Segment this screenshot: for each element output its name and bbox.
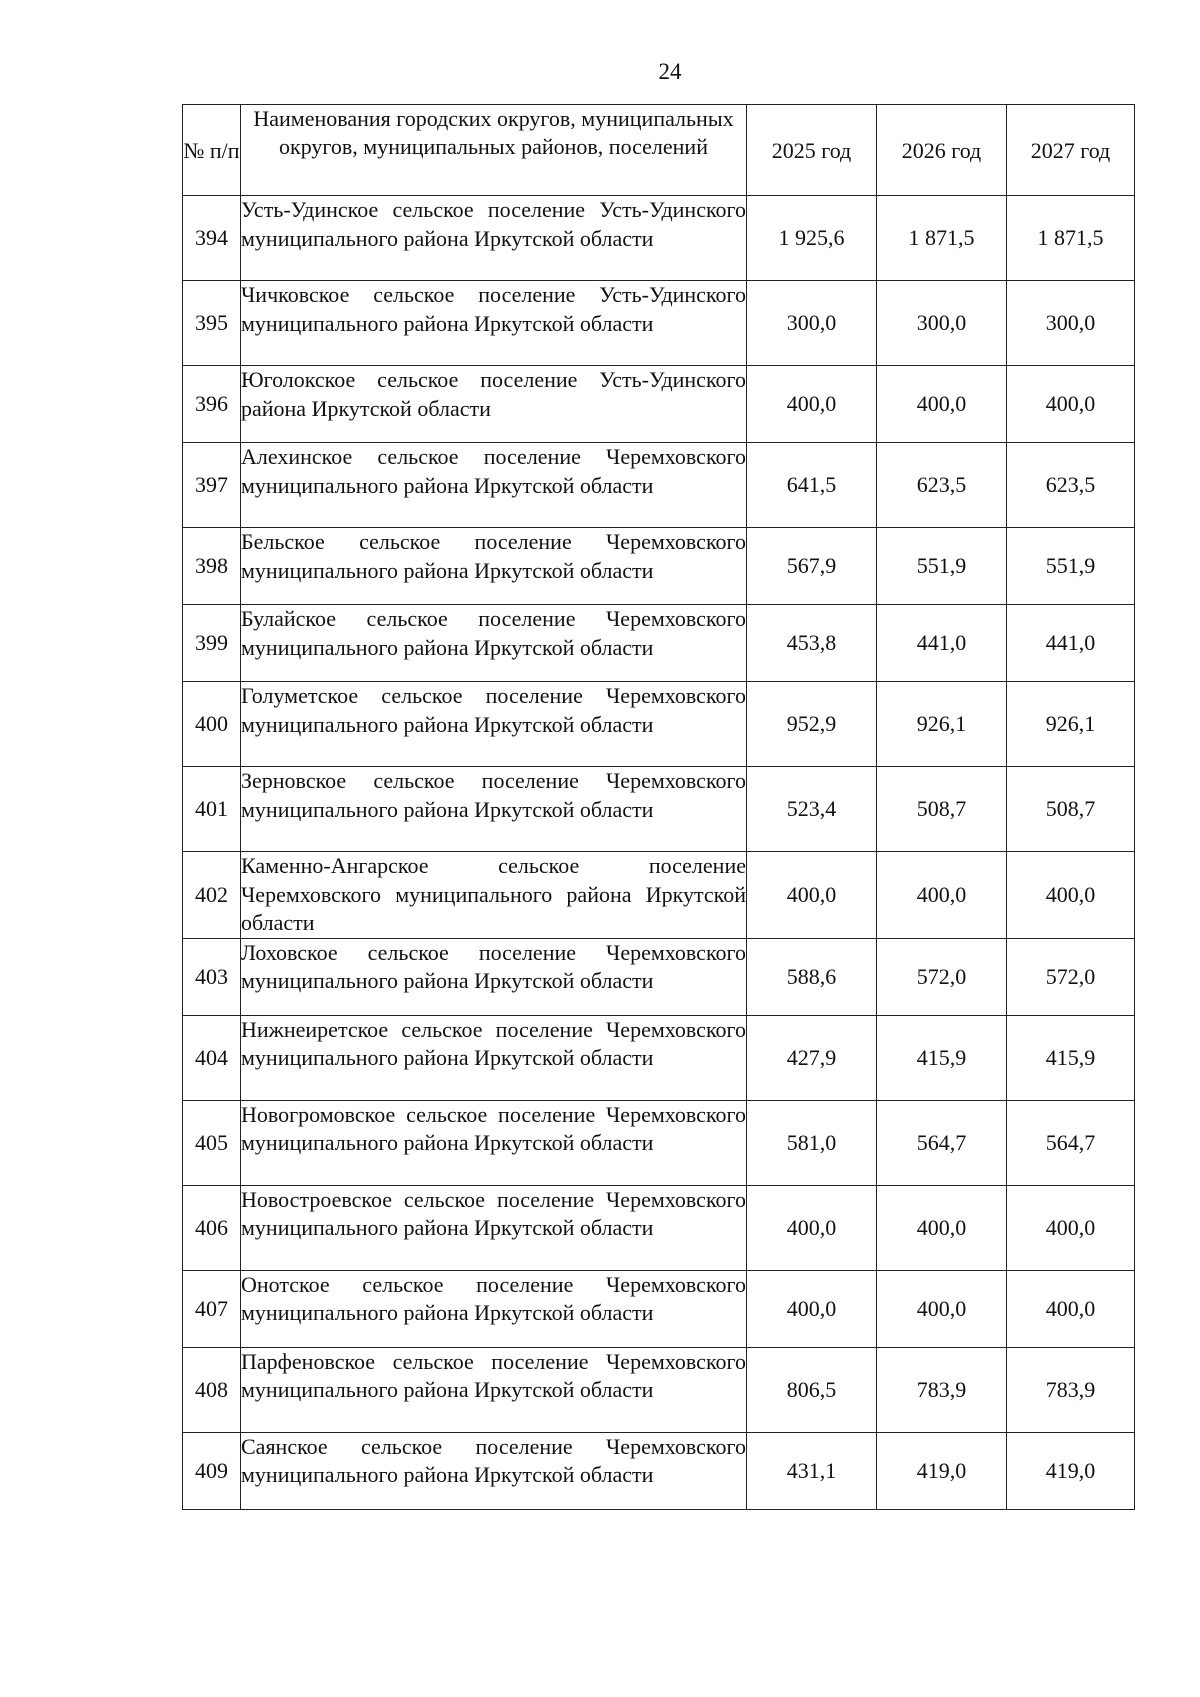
table-row <box>183 443 1135 528</box>
row-value-2025: 400,0 <box>747 366 877 443</box>
row-value-2025: 806,5 <box>747 1347 877 1432</box>
row-value-2027: 400,0 <box>1007 1270 1135 1347</box>
row-value-2025: 400,0 <box>747 1185 877 1270</box>
row-value-2027: 415,9 <box>1007 1015 1135 1100</box>
row-name: Каменно-Ангарское сельское поселение Черемховского муниципального района Иркутской области <box>241 852 747 939</box>
row-number: 401 <box>183 767 241 852</box>
table-row <box>183 605 1135 682</box>
row-name: Онотское сельское поселение Черемховского муниципального района Иркутской области <box>241 1270 747 1347</box>
table-row <box>183 767 1135 852</box>
row-value-2026: 400,0 <box>877 852 1007 939</box>
row-name: Новостроевское сельское поселение Черемховского муниципального района Иркутской области <box>241 1185 747 1270</box>
table-row <box>183 281 1135 366</box>
row-value-2026: 783,9 <box>877 1347 1007 1432</box>
table-row <box>183 366 1135 443</box>
row-name: Бельское сельское поселение Черемховского муниципального района Иркутской области <box>241 528 747 605</box>
table-row <box>183 1015 1135 1100</box>
row-name: Алехинское сельское поселение Черемховского муниципального района Иркутской области <box>241 443 747 528</box>
row-name: Чичковское сельское поселение Усть-Удинского муниципального района Иркутской области <box>241 281 747 366</box>
row-value-2027: 564,7 <box>1007 1100 1135 1185</box>
row-value-2026: 400,0 <box>877 366 1007 443</box>
row-number: 405 <box>183 1100 241 1185</box>
row-number: 396 <box>183 366 241 443</box>
row-value-2025: 1 925,6 <box>747 196 877 281</box>
table-row <box>183 196 1135 281</box>
row-value-2027: 508,7 <box>1007 767 1135 852</box>
row-value-2025: 400,0 <box>747 1270 877 1347</box>
row-value-2025: 952,9 <box>747 682 877 767</box>
row-name: Зерновское сельское поселение Черемховского муниципального района Иркутской области <box>241 767 747 852</box>
header-2026: 2026 год <box>877 105 1007 196</box>
row-value-2026: 572,0 <box>877 938 1007 1015</box>
row-value-2026: 419,0 <box>877 1432 1007 1509</box>
table-row <box>183 852 1135 939</box>
row-value-2026: 1 871,5 <box>877 196 1007 281</box>
row-number: 404 <box>183 1015 241 1100</box>
row-name: Лоховское сельское поселение Черемховского муниципального района Иркутской области <box>241 938 747 1015</box>
row-value-2026: 400,0 <box>877 1185 1007 1270</box>
row-name: Парфеновское сельское поселение Черемховского муниципального района Иркутской области <box>241 1347 747 1432</box>
header-num: № п/п <box>183 105 241 196</box>
row-value-2026: 441,0 <box>877 605 1007 682</box>
table-row <box>183 1270 1135 1347</box>
row-number: 395 <box>183 281 241 366</box>
table-row <box>183 1185 1135 1270</box>
row-name: Усть-Удинское сельское поселение Усть-Удинского муниципального района Иркутской области <box>241 196 747 281</box>
row-value-2027: 400,0 <box>1007 1185 1135 1270</box>
row-value-2026: 551,9 <box>877 528 1007 605</box>
row-name: Нижнеиретское сельское поселение Черемховского муниципального района Иркутской области <box>241 1015 747 1100</box>
row-value-2027: 551,9 <box>1007 528 1135 605</box>
row-name: Голуметское сельское поселение Черемховского муниципального района Иркутской области <box>241 682 747 767</box>
row-value-2026: 926,1 <box>877 682 1007 767</box>
page-number: 24 <box>658 59 682 84</box>
row-number: 400 <box>183 682 241 767</box>
row-value-2027: 926,1 <box>1007 682 1135 767</box>
row-number: 408 <box>183 1347 241 1432</box>
row-value-2025: 567,9 <box>747 528 877 605</box>
row-name: Новогромовское сельское поселение Черемховского муниципального района Иркутской области <box>241 1100 747 1185</box>
table-row <box>183 1100 1135 1185</box>
row-number: 397 <box>183 443 241 528</box>
row-value-2025: 581,0 <box>747 1100 877 1185</box>
row-name: Юголокское сельское поселение Усть-Удинского района Иркутской области <box>241 366 747 443</box>
row-value-2026: 564,7 <box>877 1100 1007 1185</box>
row-value-2026: 623,5 <box>877 443 1007 528</box>
row-number: 398 <box>183 528 241 605</box>
table-row <box>183 682 1135 767</box>
row-number: 407 <box>183 1270 241 1347</box>
row-value-2025: 588,6 <box>747 938 877 1015</box>
row-value-2026: 400,0 <box>877 1270 1007 1347</box>
row-number: 402 <box>183 852 241 939</box>
header-name: Наименования городских округов, муниципальных округов, муниципальных районов, поселений <box>241 105 747 196</box>
row-value-2025: 641,5 <box>747 443 877 528</box>
row-number: 399 <box>183 605 241 682</box>
table-row <box>183 938 1135 1015</box>
row-value-2025: 427,9 <box>747 1015 877 1100</box>
row-value-2025: 453,8 <box>747 605 877 682</box>
row-number: 403 <box>183 938 241 1015</box>
budget-table <box>182 104 1135 1510</box>
row-value-2026: 300,0 <box>877 281 1007 366</box>
row-value-2027: 623,5 <box>1007 443 1135 528</box>
row-value-2027: 441,0 <box>1007 605 1135 682</box>
table-row <box>183 1432 1135 1509</box>
table-row <box>183 1347 1135 1432</box>
row-value-2027: 400,0 <box>1007 852 1135 939</box>
row-number: 409 <box>183 1432 241 1509</box>
row-value-2027: 419,0 <box>1007 1432 1135 1509</box>
row-value-2025: 523,4 <box>747 767 877 852</box>
row-value-2025: 400,0 <box>747 852 877 939</box>
row-number: 394 <box>183 196 241 281</box>
table-row <box>183 528 1135 605</box>
table-header-row <box>183 105 1135 196</box>
row-number: 406 <box>183 1185 241 1270</box>
row-value-2027: 1 871,5 <box>1007 196 1135 281</box>
row-value-2026: 508,7 <box>877 767 1007 852</box>
row-value-2025: 300,0 <box>747 281 877 366</box>
row-value-2026: 415,9 <box>877 1015 1007 1100</box>
row-value-2027: 400,0 <box>1007 366 1135 443</box>
header-2027: 2027 год <box>1007 105 1135 196</box>
row-name: Саянское сельское поселение Черемховского муниципального района Иркутской области <box>241 1432 747 1509</box>
header-2025: 2025 год <box>747 105 877 196</box>
row-value-2027: 300,0 <box>1007 281 1135 366</box>
row-name: Булайское сельское поселение Черемховского муниципального района Иркутской области <box>241 605 747 682</box>
row-value-2027: 783,9 <box>1007 1347 1135 1432</box>
row-value-2027: 572,0 <box>1007 938 1135 1015</box>
row-value-2025: 431,1 <box>747 1432 877 1509</box>
